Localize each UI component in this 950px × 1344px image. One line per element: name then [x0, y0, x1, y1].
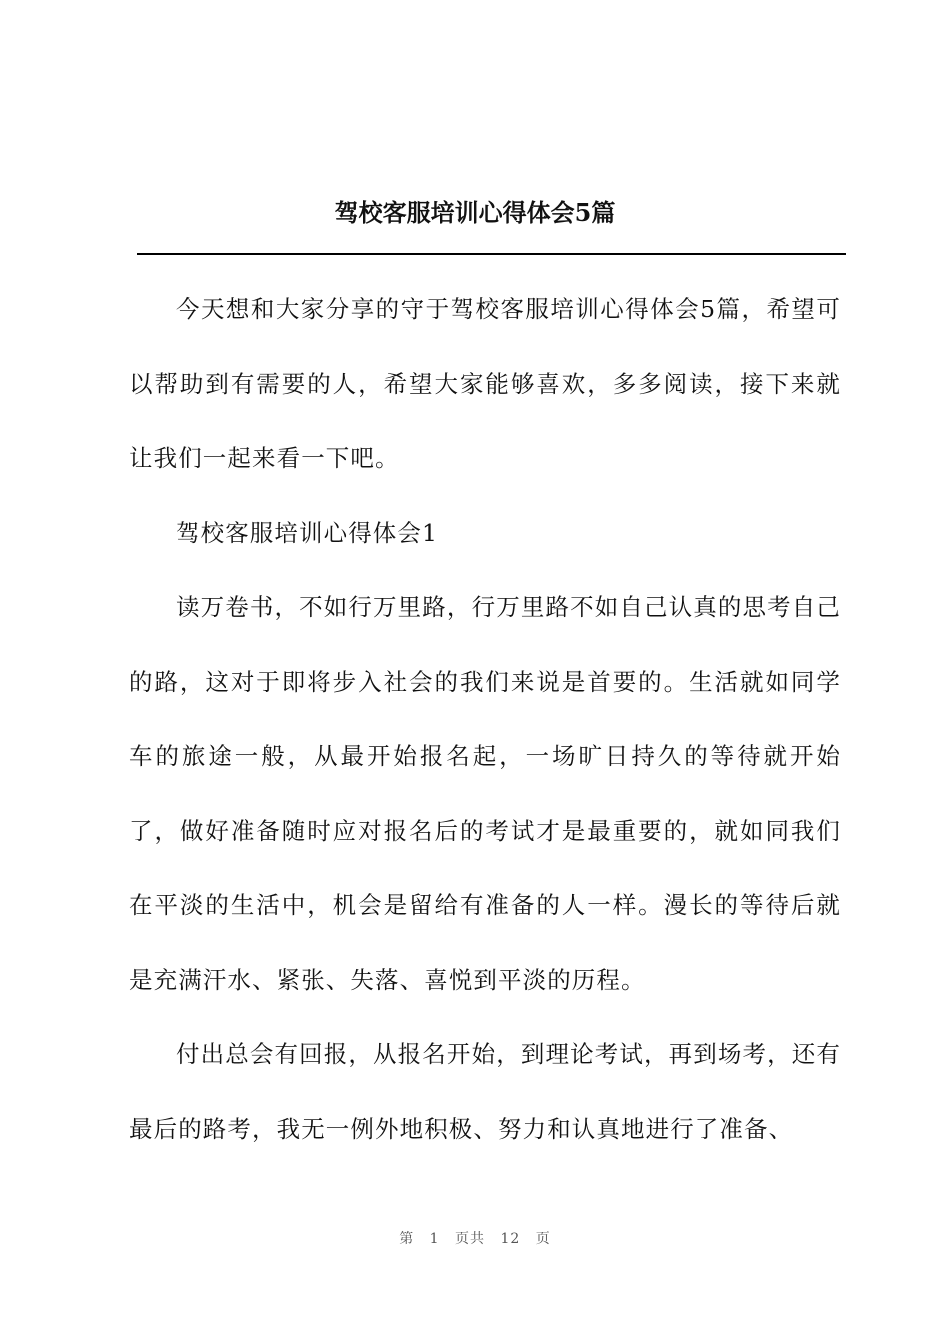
body-paragraph: 付出总会有回报，从报名开始，到理论考试，再到场考，还有最后的路考，我无一例外地积极、努力和认真地进行了准备、 — [129, 1040, 841, 1143]
document-title: 驾校客服培训心得体会5篇 — [334, 198, 616, 227]
section-heading: 驾校客服培训心得体会1 — [176, 518, 439, 547]
intro-paragraph: 今天想和大家分享的守于驾校客服培训心得体会5篇，希望可以帮助到有需要的人，希望大家能够喜欢，多多阅读，接下来就让我们一起来看一下吧。 — [129, 295, 841, 472]
page-footer: 第 1 页共 12 页 — [399, 1231, 551, 1247]
title-underline — [137, 253, 846, 255]
body-paragraph: 读万卷书，不如行万里路，行万里路不如自己认真的思考自己的路，这对于即将步入社会的我们来说是首要的。生活就如同学车的旅途一般，从最开始报名起，一场旷日持久的等待就开始了，做好准备随时应对报名后的考试才是最重要的，就如同我们在平淡的生活中，机会是留给有准备的人一样。漫长的等待后就是充满汗水、紧张、失落、喜悦到平淡的历程。 — [129, 593, 841, 994]
document-body — [129, 272, 841, 1166]
